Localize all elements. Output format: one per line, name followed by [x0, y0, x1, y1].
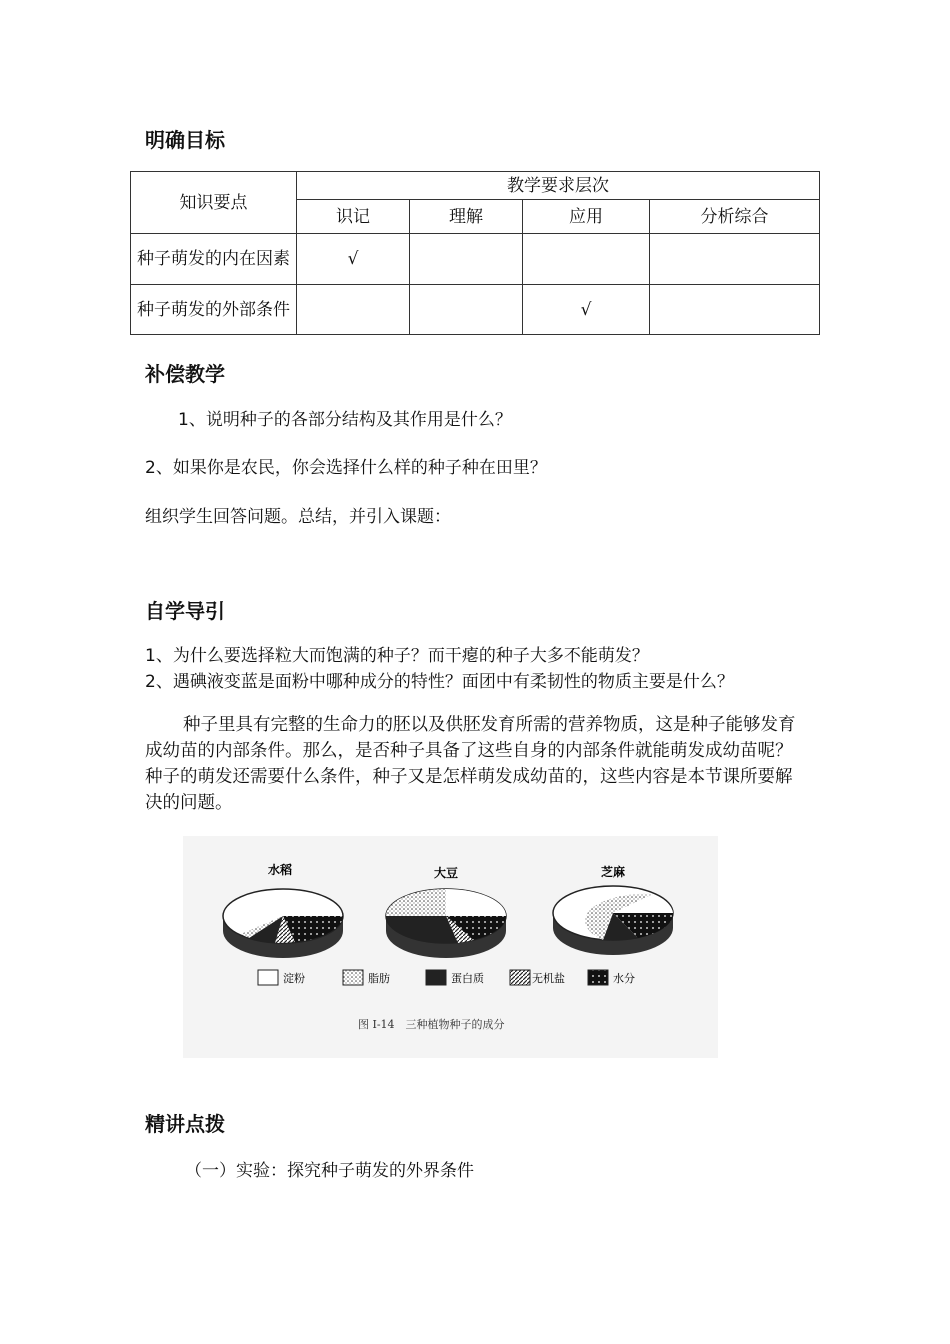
row-label: 种子萌发的内在因素 — [131, 234, 297, 285]
legend-label: 水分 — [613, 972, 635, 985]
header-knowledge: 知识要点 — [131, 172, 297, 234]
legend-label: 淀粉 — [283, 972, 305, 985]
check-mark — [650, 234, 820, 285]
compensation-question-2: 2、如果你是农民，你会选择什么样的种子种在田里？ — [145, 458, 547, 478]
header-levels: 教学要求层次 — [297, 172, 820, 200]
pie-rice — [223, 862, 343, 958]
pie-sesame — [553, 864, 673, 955]
pie-label: 芝麻 — [600, 865, 626, 879]
selfstudy-question-1: 1、为什么要选择粒大而饱满的种子？而干瘪的种子大多不能萌发？ — [145, 646, 649, 666]
legend-label: 脂肪 — [368, 972, 390, 985]
lecture-heading: 精讲点拨 — [145, 1112, 225, 1136]
level-header: 理解 — [410, 200, 523, 234]
legend-swatch-protein — [426, 970, 446, 985]
seed-composition-figure — [183, 836, 718, 1058]
legend-label: 无机盐 — [532, 972, 565, 985]
legend-swatch-minerals — [510, 970, 530, 985]
legend-swatch-fat — [343, 970, 363, 985]
lecture-item-1: （一）实验：探究种子萌发的外界条件 — [185, 1161, 474, 1181]
check-mark — [410, 285, 523, 335]
check-mark — [297, 285, 410, 335]
legend-label: 蛋白质 — [451, 972, 484, 985]
level-header: 应用 — [523, 200, 650, 234]
check-mark — [523, 234, 650, 285]
selfstudy-heading: 自学导引 — [145, 599, 225, 623]
pie-label: 水稻 — [267, 863, 293, 877]
figure-caption: 图 Ⅰ-14 三种植物种子的成分 — [358, 1018, 505, 1031]
table-row — [131, 285, 820, 335]
legend-swatch-starch — [258, 970, 278, 985]
check-mark: √ — [523, 285, 650, 335]
objectives-table — [130, 171, 820, 335]
legend — [258, 970, 635, 985]
check-mark: √ — [297, 234, 410, 285]
legend-swatch-water — [588, 970, 608, 985]
selfstudy-question-2: 2、遇碘液变蓝是面粉中哪种成分的特性？面团中有柔韧性的物质主要是什么？ — [145, 672, 734, 692]
level-header: 分析综合 — [650, 200, 820, 234]
compensation-summary: 组织学生回答问题。总结，并引入课题： — [145, 507, 451, 527]
pie-label: 大豆 — [433, 866, 459, 880]
level-header: 识记 — [297, 200, 410, 234]
row-label: 种子萌发的外部条件 — [131, 285, 297, 335]
objectives-heading: 明确目标 — [145, 128, 225, 152]
pie-soybean — [386, 865, 506, 958]
check-mark — [650, 285, 820, 335]
compensation-heading: 补偿教学 — [145, 362, 225, 386]
compensation-question-1: 1、说明种子的各部分结构及其作用是什么？ — [178, 410, 512, 430]
check-mark — [410, 234, 523, 285]
selfstudy-paragraph: 种子里具有完整的生命力的胚以及供胚发育所需的营养物质，这是种子能够发育成幼苗的内部条件。那么，是否种子具备了这些自身的内部条件就能萌发成幼苗呢？种子的萌发还需要什么条件，种子又是怎样萌发成幼苗的，这些内容是本节课所要解决的问题。 — [145, 715, 796, 813]
table-row — [131, 234, 820, 285]
